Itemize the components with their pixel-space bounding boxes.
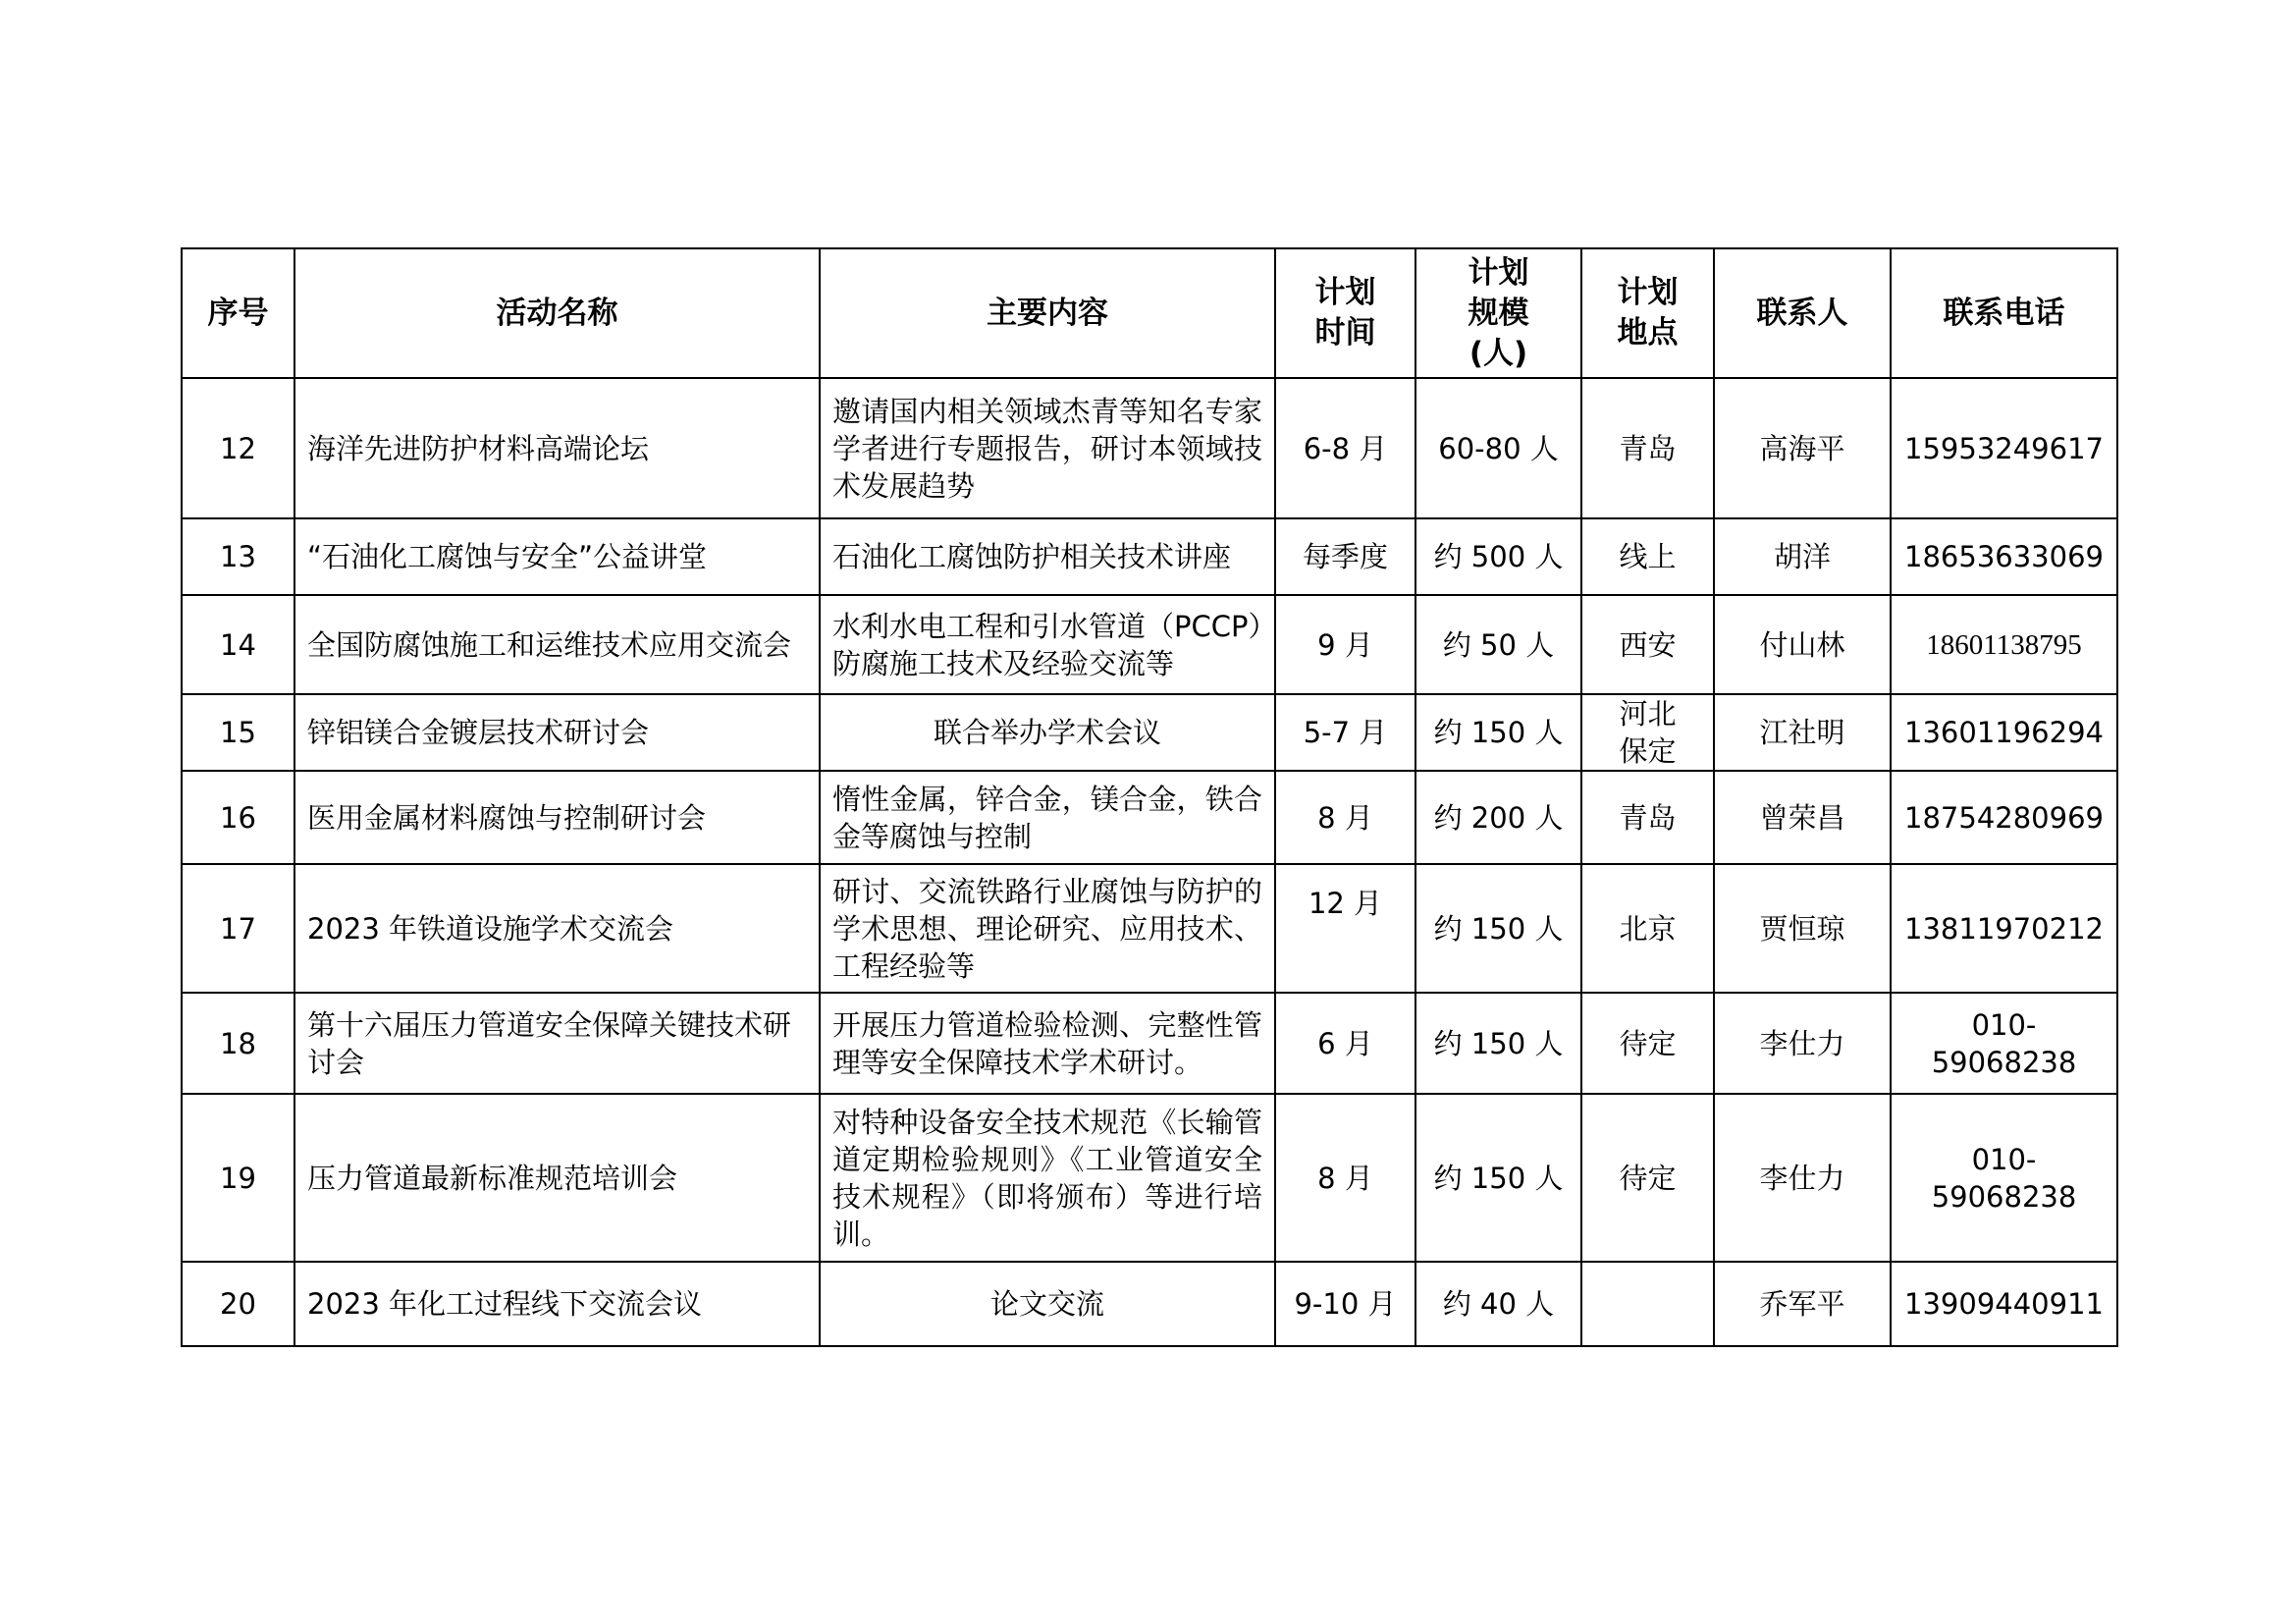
table-row <box>182 771 2117 864</box>
cell-scale: 60-80 人 <box>1415 378 1581 518</box>
header-phone: 联系电话 <box>1891 248 2117 378</box>
table-row <box>182 993 2117 1094</box>
cell-name: 锌铝镁合金镀层技术研讨会 <box>294 694 820 771</box>
cell-scale: 约 500 人 <box>1415 518 1581 595</box>
cell-content: 研讨、交流铁路行业腐蚀与防护的学术思想、理论研究、应用技术、工程经验等 <box>820 864 1275 993</box>
cell-contact: 乔军平 <box>1714 1262 1891 1346</box>
cell-phone: 13601196294 <box>1891 694 2117 771</box>
cell-scale: 约 150 人 <box>1415 864 1581 993</box>
cell-place: 待定 <box>1581 993 1714 1094</box>
cell-time: 每季度 <box>1275 518 1415 595</box>
cell-time: 5-7 月 <box>1275 694 1415 771</box>
cell-time: 12 月 <box>1275 864 1415 993</box>
table-row <box>182 694 2117 771</box>
cell-content: 联合举办学术会议 <box>820 694 1275 771</box>
cell-place: 青岛 <box>1581 378 1714 518</box>
cell-content: 对特种设备安全技术规范《长输管道定期检验规则》《工业管道安全技术规程》（即将颁布）等进行培训。 <box>820 1094 1275 1262</box>
cell-content: 开展压力管道检验检测、完整性管理等安全保障技术学术研讨。 <box>820 993 1275 1094</box>
cell-no: 17 <box>182 864 294 993</box>
cell-time: 9-10 月 <box>1275 1262 1415 1346</box>
cell-phone: 010-59068238 <box>1891 1094 2117 1262</box>
cell-place: 青岛 <box>1581 771 1714 864</box>
cell-name: 压力管道最新标准规范培训会 <box>294 1094 820 1262</box>
cell-name: 全国防腐蚀施工和运维技术应用交流会 <box>294 595 820 694</box>
cell-name: 第十六届压力管道安全保障关键技术研讨会 <box>294 993 820 1094</box>
cell-time: 6-8 月 <box>1275 378 1415 518</box>
cell-name: “石油化工腐蚀与安全”公益讲堂 <box>294 518 820 595</box>
cell-scale: 约 50 人 <box>1415 595 1581 694</box>
cell-place: 线上 <box>1581 518 1714 595</box>
cell-phone: 18653633069 <box>1891 518 2117 595</box>
header-contact: 联系人 <box>1714 248 1891 378</box>
cell-name: 2023 年铁道设施学术交流会 <box>294 864 820 993</box>
header-scale: 计划 规模 (人) <box>1415 248 1581 378</box>
header-no: 序号 <box>182 248 294 378</box>
cell-contact: 李仕力 <box>1714 1094 1891 1262</box>
cell-phone: 18754280969 <box>1891 771 2117 864</box>
cell-content: 石油化工腐蚀防护相关技术讲座 <box>820 518 1275 595</box>
cell-contact: 胡洋 <box>1714 518 1891 595</box>
header-time: 计划 时间 <box>1275 248 1415 378</box>
cell-contact: 曾荣昌 <box>1714 771 1891 864</box>
table-row <box>182 1094 2117 1262</box>
header-content: 主要内容 <box>820 248 1275 378</box>
cell-time: 9 月 <box>1275 595 1415 694</box>
header-place: 计划 地点 <box>1581 248 1714 378</box>
cell-scale: 约 150 人 <box>1415 694 1581 771</box>
cell-scale: 约 150 人 <box>1415 1094 1581 1262</box>
cell-content: 水利水电工程和引水管道（PCCP）防腐施工技术及经验交流等 <box>820 595 1275 694</box>
cell-name: 海洋先进防护材料高端论坛 <box>294 378 820 518</box>
table-row <box>182 595 2117 694</box>
cell-time: 8 月 <box>1275 771 1415 864</box>
cell-contact: 李仕力 <box>1714 993 1891 1094</box>
table-row <box>182 518 2117 595</box>
cell-name: 医用金属材料腐蚀与控制研讨会 <box>294 771 820 864</box>
cell-phone: 13811970212 <box>1891 864 2117 993</box>
cell-contact: 江社明 <box>1714 694 1891 771</box>
cell-scale: 约 150 人 <box>1415 993 1581 1094</box>
header-name: 活动名称 <box>294 248 820 378</box>
cell-time: 6 月 <box>1275 993 1415 1094</box>
cell-phone: 010-59068238 <box>1891 993 2117 1094</box>
cell-name: 2023 年化工过程线下交流会议 <box>294 1262 820 1346</box>
cell-content: 惰性金属，锌合金，镁合金，铁合金等腐蚀与控制 <box>820 771 1275 864</box>
cell-contact: 付山林 <box>1714 595 1891 694</box>
cell-contact: 高海平 <box>1714 378 1891 518</box>
cell-contact: 贾恒琼 <box>1714 864 1891 993</box>
cell-no: 13 <box>182 518 294 595</box>
cell-place: 北京 <box>1581 864 1714 993</box>
cell-scale: 约 200 人 <box>1415 771 1581 864</box>
cell-phone: 13909440911 <box>1891 1262 2117 1346</box>
activity-plan-table <box>181 247 2118 1347</box>
cell-place: 待定 <box>1581 1094 1714 1262</box>
table-row <box>182 378 2117 518</box>
cell-no: 16 <box>182 771 294 864</box>
header-row <box>182 248 2117 378</box>
table-row <box>182 1262 2117 1346</box>
cell-no: 12 <box>182 378 294 518</box>
cell-no: 19 <box>182 1094 294 1262</box>
cell-no: 20 <box>182 1262 294 1346</box>
table-row <box>182 864 2117 993</box>
cell-place <box>1581 1262 1714 1346</box>
cell-scale: 约 40 人 <box>1415 1262 1581 1346</box>
cell-place: 西安 <box>1581 595 1714 694</box>
cell-content: 论文交流 <box>820 1262 1275 1346</box>
cell-no: 18 <box>182 993 294 1094</box>
cell-place: 河北保定 <box>1581 694 1714 771</box>
cell-no: 15 <box>182 694 294 771</box>
cell-time: 8 月 <box>1275 1094 1415 1262</box>
cell-phone: 15953249617 <box>1891 378 2117 518</box>
cell-content: 邀请国内相关领域杰青等知名专家学者进行专题报告，研讨本领域技术发展趋势 <box>820 378 1275 518</box>
cell-no: 14 <box>182 595 294 694</box>
cell-phone: 18601138795 <box>1891 595 2117 694</box>
